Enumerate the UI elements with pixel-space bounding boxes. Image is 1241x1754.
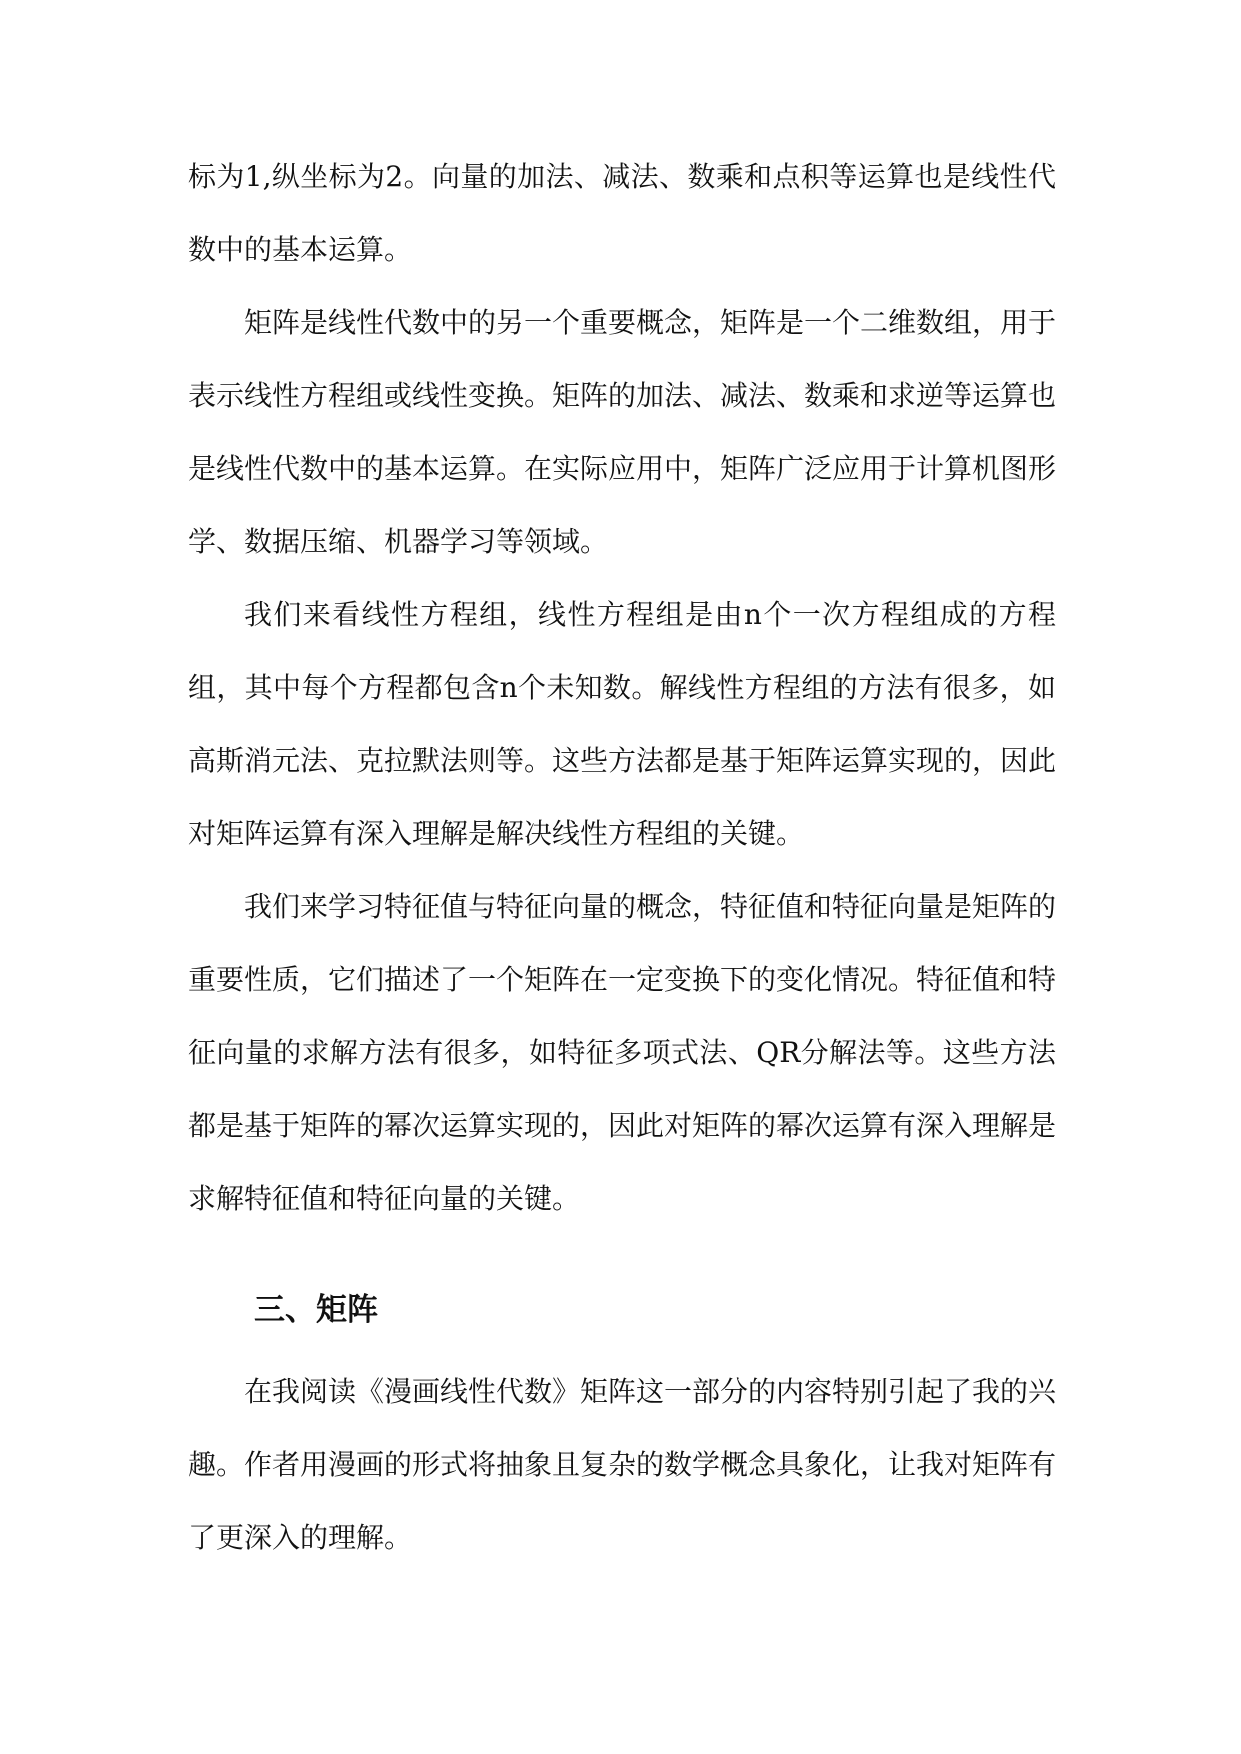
paragraph-vector-ops: 标为1,纵坐标为2。向量的加法、减法、数乘和点积等运算也是线性代数中的基本运算。 [188, 160, 1056, 266]
paragraph-matrix-intro: 矩阵是线性代数中的另一个重要概念，矩阵是一个二维数组，用于表示线性方程组或线性变换。矩阵的加法、减法、数乘和求逆等运算也是线性代数中的基本运算。在实际应用中，矩阵广泛应用于计算机图形学、数据压缩、机器学习等领域。 [188, 306, 1057, 558]
paragraph-linear-equations: 我们来看线性方程组，线性方程组是由n个一次方程组成的方程组，其中每个方程都包含n个未知数。解线性方程组的方法有很多，如高斯消元法、克拉默法则等。这些方法都是基于矩阵运算实现的，因此对矩阵运算有深入理解是解决线性方程组的关键。 [188, 598, 1057, 850]
document-body [188, 140, 1056, 1574]
paragraph-reading-matrix: 在我阅读《漫画线性代数》矩阵这一部分的内容特别引起了我的兴趣。作者用漫画的形式将抽象且复杂的数学概念具象化，让我对矩阵有了更深入的理解。 [188, 1375, 1057, 1554]
section-heading-matrix: 三、矩阵 [254, 1292, 378, 1328]
paragraph-eigenvalues: 我们来学习特征值与特征向量的概念，特征值和特征向量是矩阵的重要性质，它们描述了一个矩阵在一定变换下的变化情况。特征值和特征向量的求解方法有很多，如特征多项式法、QR分解法等。这些方法都是基于矩阵的幂次运算实现的，因此对矩阵的幂次运算有深入理解是求解特征值和特征向量的关键。 [188, 890, 1057, 1215]
